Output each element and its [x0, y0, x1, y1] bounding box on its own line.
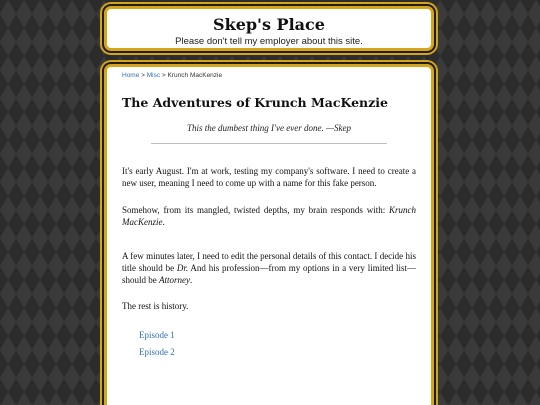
breadcrumb [122, 71, 416, 81]
breadcrumb-misc-link[interactable]: Misc [146, 72, 161, 79]
profession-emphasis: Attorney [159, 275, 190, 285]
paragraph-2-end: . [162, 217, 165, 227]
paragraph-4: The rest is history. [122, 301, 189, 311]
paragraph-3 [122, 250, 416, 286]
site-header [104, 6, 434, 51]
article-title: The Adventures of Krunch MacKenzie [122, 95, 388, 110]
paragraph-3-end: . [190, 275, 193, 285]
paragraph-2-text: Somehow, from its mangled, twisted depths, my brain responds with: [122, 205, 389, 215]
breadcrumb-home-link[interactable]: Home [122, 72, 140, 79]
divider [151, 143, 387, 144]
list-item [139, 329, 416, 341]
epigraph-text: This the dumbest thing I've ever done. [187, 123, 324, 133]
epigraph-signature: —Skep [323, 123, 351, 133]
episode-2-link[interactable]: Episode 2 [139, 347, 175, 357]
paragraph-2 [122, 204, 416, 228]
site-tagline: Please don't tell my employer about this site. [175, 36, 363, 47]
episode-1-link[interactable]: Episode 1 [139, 330, 175, 340]
breadcrumb-separator: > [160, 72, 168, 79]
breadcrumb-separator: > [139, 72, 147, 79]
paragraph-1: It's early August. I'm at work, testing my company's software. I need to create a new user, meaning I need to come up with a name for this fake person. [122, 166, 416, 188]
episode-list [139, 329, 416, 358]
title-emphasis: Dr. [176, 263, 189, 273]
site-title[interactable]: Skep's Place [213, 15, 325, 34]
paragraph-3-text-b: And his profession—from my options in a very limited list—should be [122, 263, 416, 285]
main-content [104, 64, 434, 405]
paragraph-3-text-a: A few minutes later, I need to edit the personal details of this contact. I decide his title should be [122, 251, 416, 273]
breadcrumb-current: Krunch MacKenzie [167, 72, 223, 79]
list-item [139, 346, 416, 358]
krunch-name-emphasis: Krunch MacKenzie [122, 205, 416, 227]
epigraph [122, 122, 416, 134]
